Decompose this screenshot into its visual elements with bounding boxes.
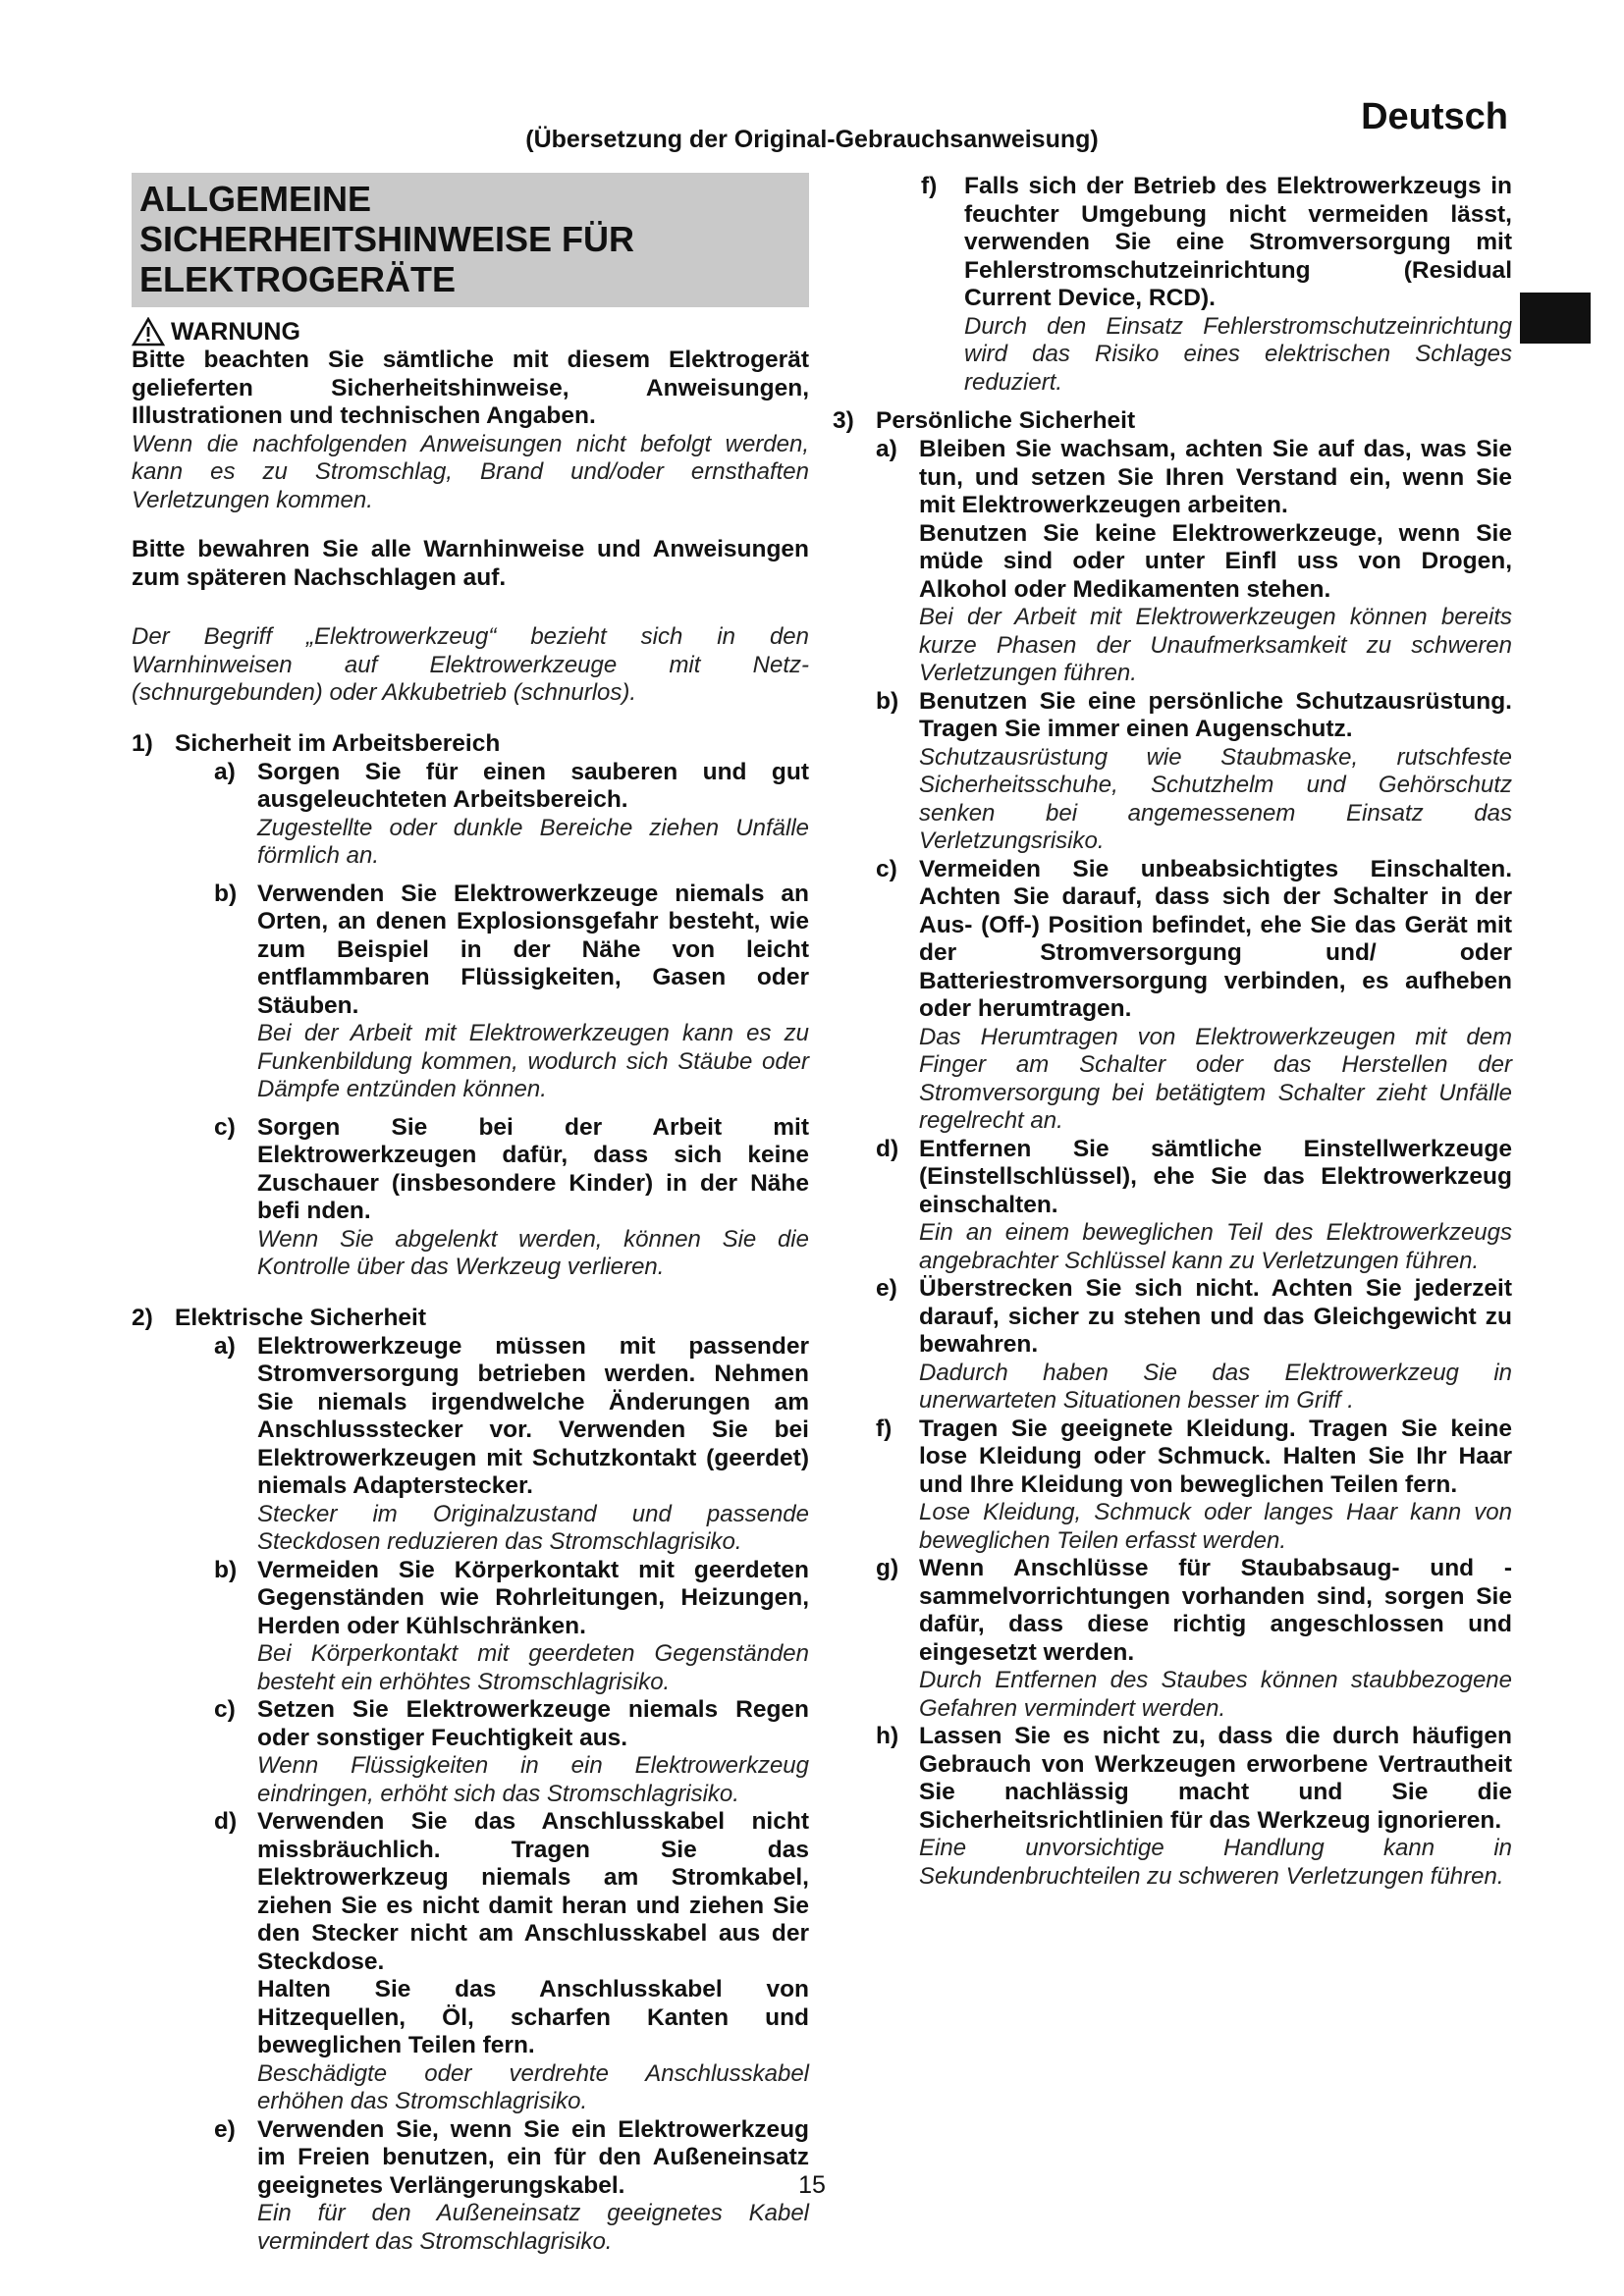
list-item: a) Bleiben Sie wachsam, achten Sie auf das, was Sie tun, und setzen Sie Ihren Verstand ein, wenn Sie mit Elektrowerkzeugen arbeiten. Benutzen Sie keine Elektrowerkzeuge, wenn Sie müde sind oder unter Einfl uss von Drogen, Alkohol oder Medikamenten stehen. Bei der Arbeit mit Elektrowerkzeugen können bereits kurze Phasen der Unaufmerksamkeit zu schweren Verletzungen führen.: [876, 436, 1512, 686]
list-item: b) Verwenden Sie Elektrowerkzeuge niemals an Orten, an denen Explosionsgefahr besteht, wie zum Beispiel in der Nähe von leicht entflammbaren Flüssigkeiten, Gasen oder Stäuben. Bei der Arbeit mit Elektrowerkzeugen kann es zu Funkenbildung kommen, wodurch sich Stäube oder Dämpfe entzünden können.: [214, 880, 809, 1102]
list-item: c) Setzen Sie Elektrowerkzeuge niemals Regen oder sonstiger Feuchtigkeit aus. Wenn Flüssigkeiten in ein Elektrowerkzeug eindringen, erhöht sich das Stromschlagrisiko.: [214, 1696, 809, 1807]
list-item: c) Sorgen Sie bei der Arbeit mit Elektrowerkzeugen dafür, dass sich keine Zuschauer (insbesondere Kinder) in der Nähe befi nden. Wenn Sie abgelenkt werden, können Sie die Kontrolle über das Werkzeug verlieren.: [214, 1113, 809, 1280]
title-line: ALLGEMEINE: [139, 179, 372, 219]
section-heading: 1) Sicherheit im Arbeitsbereich: [132, 729, 501, 757]
list-item: f) Tragen Sie geeignete Kleidung. Tragen Sie keine lose Kleidung oder Schmuck. Halten Sie Ihr Haar und Ihre Kleidung von beweglichen Teilen fern. Lose Kleidung, Schmuck oder langes Haar kann von beweglichen Teilen erfasst werden.: [876, 1415, 1512, 1554]
language-tab-marker: [1520, 293, 1591, 344]
warning-heading: [132, 317, 809, 347]
list-item: a) Elektrowerkzeuge müssen mit passender Stromversorgung betrieben werden. Nehmen Sie niemals irgendwelche Änderungen am Anschlussstecker vor. Verwenden Sie bei Elektrowerkzeugen mit Schutzkontakt (geerdet) niemals Adapterstecker. Stecker im Originalzustand und passende Steckdosen reduzieren das Stromschlagrisiko.: [214, 1332, 809, 1555]
list-item: d) Verwenden Sie das Anschlusskabel nicht missbräuchlich. Tragen Sie das Elektrowerkzeug niemals am Stromkabel, ziehen Sie es nicht damit heran und ziehen Sie den Stecker nicht am Anschlusskabel aus der Steckdose. Halten Sie das Anschlusskabel von Hitzequellen, Öl, scharfen Kanten und beweglichen Teilen fern. Beschädigte oder verdrehte Anschlusskabel erhöhen das Stromschlagrisiko.: [214, 1808, 809, 2114]
warning-label: WARNUNG: [171, 317, 300, 346]
list-item: h) Lassen Sie es nicht zu, dass die durch häufigen Gebrauch von Werkzeugen erworbene Vertrautheit Sie nachlässig macht und Sie die Sicherheitsrichtlinien für das Werkzeug ignorieren. Eine unvorsichtige Handlung kann in Sekundenbruchteilen zu schweren Verletzungen führen.: [876, 1723, 1512, 1890]
right-column: [833, 173, 1512, 1891]
list-item: d) Entfernen Sie sämtliche Einstellwerkzeuge (Einstellschlüssel), ehe Sie das Elektrowerkzeug einschalten. Ein an einem beweglichen Teil des Elektrowerkzeugs angebrachter Schlüssel kann zu Verletzungen führen.: [876, 1135, 1512, 1274]
intro-bold: Bitte beachten Sie sämtliche mit diesem Elektrogerät gelieferten Sicherheitshinweise, Anweisungen, Illustrationen und technischen Angaben.: [132, 347, 809, 429]
list-item: g) Wenn Anschlüsse für Staubabsaug- und -sammelvorrichtungen vorhanden sind, sorgen Sie dafür, dass diese richtig angeschlossen und eingesetzt werden. Durch Entfernen des Staubes können staubbezogene Gefahren vermindert werden.: [876, 1555, 1512, 1722]
intro-italic: Wenn die nachfolgenden Anweisungen nicht befolgt werden, kann es zu Stromschlag, Brand und/oder ernsthaften Verletzungen kommen.: [132, 430, 809, 513]
list-item: a) Sorgen Sie für einen sauberen und gut ausgeleuchteten Arbeitsbereich. Zugestellte oder dunkle Bereiche ziehen Unfälle förmlich an.: [214, 758, 809, 869]
section-title-box: [132, 173, 809, 307]
list-item: c) Vermeiden Sie unbeabsichtigtes Einschalten. Achten Sie darauf, dass sich der Schalter in der Aus- (Off-) Position befindet, ehe Sie das Gerät mit der Stromversorgung und/ oder Batteriestromversorgung verbinden, es aufheben oder herumtragen. Das Herumtragen von Elektrowerkzeugen mit dem Finger am Schalter oder das Herstellen der Stromversorgung bei betätigtem Schalter zieht Unfälle regelrecht an.: [876, 855, 1512, 1134]
left-column: [132, 173, 809, 2256]
list-item: b) Benutzen Sie eine persönliche Schutzausrüstung. Tragen Sie immer einen Augenschutz. Schutzausrüstung wie Staubmaske, rutschfeste Sicherheitsschuhe, Schutzhelm und Gehörschutz senken bei angemessenem Einsatz das Verletzungsrisiko.: [876, 687, 1512, 854]
intro-italic-2: Der Begriff „Elektrowerkzeug“ bezieht sich in den Warnhinweisen auf Elektrowerkzeuge mit Netz- (schnurgebunden) oder Akkubetrieb (schnurlos).: [132, 623, 809, 706]
page-number: 15: [798, 2171, 826, 2199]
title-line: SICHERHEITSHINWEISE FÜR: [139, 219, 635, 259]
warning-triangle-icon: [132, 317, 165, 347]
title-line: ELEKTROGERÄTE: [139, 259, 457, 299]
document-subtitle: (Übersetzung der Original-Gebrauchsanweisung): [525, 126, 1099, 153]
list-item: b) Vermeiden Sie Körperkontakt mit geerdeten Gegenständen wie Rohrleitungen, Heizungen, Herden oder Kühlschränken. Bei Körperkontakt mit geerdeten Gegenständen besteht ein erhöhtes Stromschlagrisiko.: [214, 1556, 809, 1695]
section-heading: 2) Elektrische Sicherheit: [132, 1304, 427, 1331]
language-label: Deutsch: [1361, 96, 1508, 137]
section-heading: 3) Persönliche Sicherheit: [833, 407, 1136, 434]
list-item: e) Überstrecken Sie sich nicht. Achten Sie jederzeit darauf, sicher zu stehen und das Gleichgewicht zu bewahren. Dadurch haben Sie das Elektrowerkzeug in unerwarteten Situationen besser im Griff .: [876, 1275, 1512, 1414]
intro-bold-2: Bitte bewahren Sie alle Warnhinweise und Anweisungen zum späteren Nachschlagen auf.: [132, 536, 809, 591]
list-item: e) Verwenden Sie, wenn Sie ein Elektrowerkzeug im Freien benutzen, ein für den Außeneinsatz geeignetes Verlängerungskabel. Ein für den Außeneinsatz geeignetes Kabel vermindert das Stromschlagrisiko.: [214, 2115, 809, 2255]
list-item: f) Falls sich der Betrieb des Elektrowerkzeugs in feuchter Umgebung nicht vermeiden lässt, verwenden Sie eine Stromversorgung mit Fehlerstromschutzeinrichtung (Residual Current Device, RCD). Durch den Einsatz Fehlerstromschutzeinrichtung wird das Risiko eines elektrischen Schlages reduziert.: [921, 173, 1512, 396]
